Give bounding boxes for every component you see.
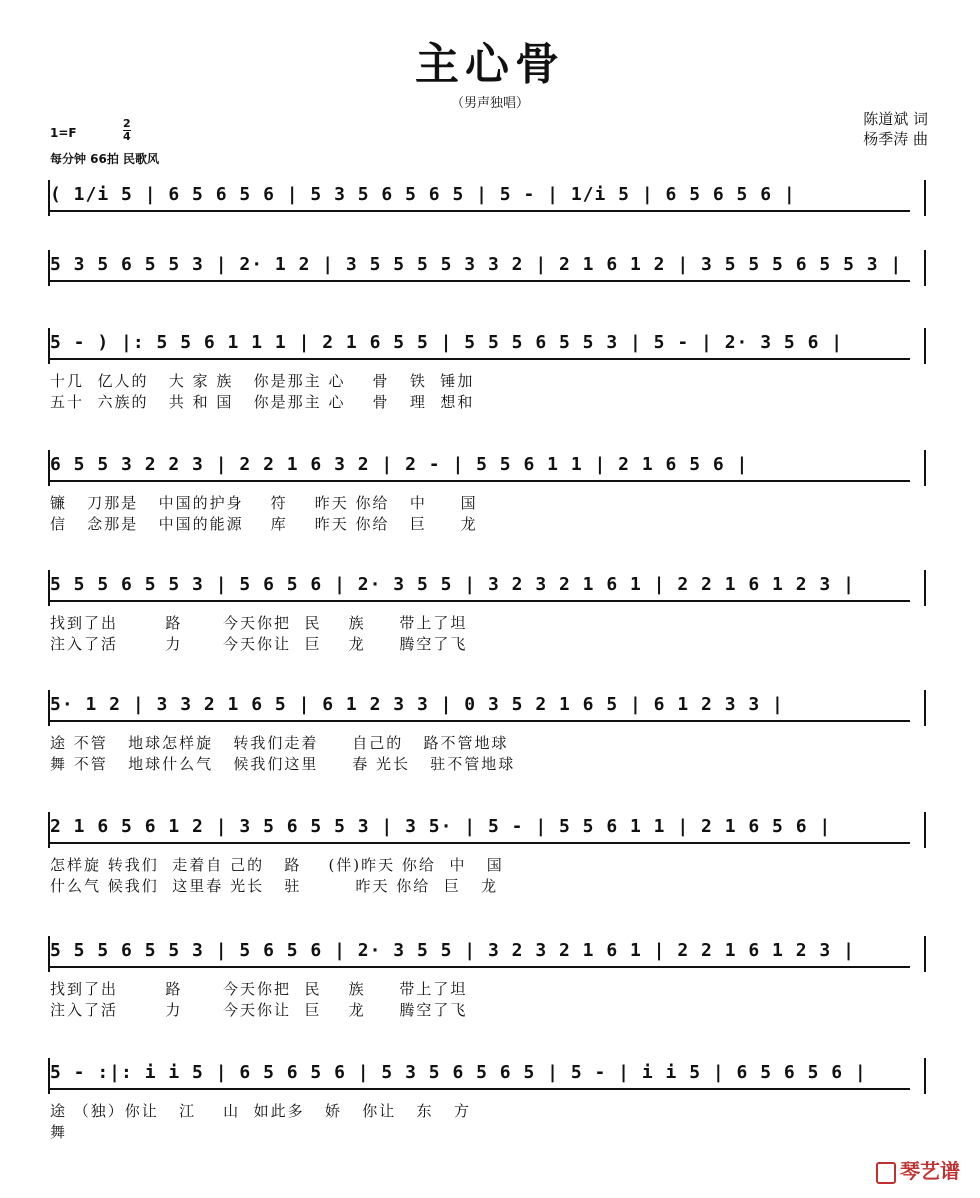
time-signature [123, 118, 131, 143]
beam-line [50, 842, 910, 844]
note-line: 5· 1 2 | 3 3 2 1 6 5 | 6 1 2 3 3 | 0 3 5 2 1 6 5 | 6 1 2 3 3 | [50, 694, 784, 715]
bar-line [48, 690, 50, 726]
watermark-text: 琴艺谱 [900, 1159, 960, 1183]
subtitle: （男声独唱） [450, 96, 529, 111]
watermark [876, 1155, 960, 1184]
note-line: 5 3 5 6 5 5 3 | 2· 1 2 | 3 5 5 5 5 3 3 2 | 2 1 6 1 2 | 3 5 5 5 6 5 5 3 | [50, 254, 903, 275]
lyric-verse-2: 信 念那是 中国的能源 库 昨天 你给 巨 龙 [50, 515, 478, 533]
bar-line [48, 1058, 50, 1094]
lyric-verse-1: 十几 亿人的 大 家 族 你是那主 心 骨 铁 锤加 [50, 372, 475, 390]
bar-line [924, 328, 926, 364]
note-line: ( 1/i 5 | 6 5 6 5 6 | 5 3 5 6 5 6 5 | 5 - | 1/i 5 | 6 5 6 5 6 | [50, 184, 796, 205]
bar-line [924, 1058, 926, 1094]
score-row [0, 690, 980, 773]
lyric-verse-2: 舞 [50, 1123, 68, 1141]
beam-line [50, 966, 910, 968]
bar-line [48, 450, 50, 486]
score-row [0, 450, 980, 533]
score-row [0, 1058, 980, 1141]
bar-line [48, 250, 50, 286]
note-line: 5 - :|: i i 5 | 6 5 6 5 6 | 5 3 5 6 5 6 5 | 5 - | i i 5 | 6 5 6 5 6 | [50, 1062, 867, 1083]
score-row [0, 180, 980, 240]
score-row [0, 328, 980, 411]
beam-line [50, 480, 910, 482]
bar-line [924, 570, 926, 606]
bar-line [48, 180, 50, 216]
note-line: 6 5 5 3 2 2 3 | 2 2 1 6 3 2 | 2 - | 5 5 6 1 1 | 2 1 6 5 6 | [50, 454, 749, 475]
lyric-verse-2: 注入了活 力 今天你让 巨 龙 腾空了飞 [50, 635, 468, 653]
lyric-verse-2: 注入了活 力 今天你让 巨 龙 腾空了飞 [50, 1001, 468, 1019]
score-row [0, 812, 980, 895]
bar-line [48, 328, 50, 364]
bar-line [48, 812, 50, 848]
score-row [0, 936, 980, 1019]
bar-line [48, 936, 50, 972]
lyric-verse-1: 找到了出 路 今天你把 民 族 带上了坦 [50, 614, 468, 632]
lyricist: 陈道斌 词 [863, 110, 928, 128]
bar-line [924, 690, 926, 726]
lyric-verse-2: 什么气 候我们 这里春 光长 驻 昨天 你给 巨 龙 [50, 877, 499, 895]
beam-line [50, 600, 910, 602]
beam-line [50, 280, 910, 282]
page-title: 主心骨 [415, 39, 565, 90]
bar-line [924, 180, 926, 216]
lyric-verse-1: 途 （独）你让 江 山 如此多 娇 你让 东 方 [50, 1102, 471, 1120]
time-signature-bottom: 4 [123, 130, 131, 143]
bar-line [924, 936, 926, 972]
score-row [0, 250, 980, 310]
lyric-verse-1: 怎样旋 转我们 走着自 己的 路 (伴)昨天 你给 中 国 [50, 856, 504, 874]
note-line: 5 5 5 6 5 5 3 | 5 6 5 6 | 2· 3 5 5 | 3 2 3 2 1 6 1 | 2 2 1 6 1 2 3 | [50, 940, 855, 961]
score-row [0, 570, 980, 653]
bar-line [48, 570, 50, 606]
note-line: 2 1 6 5 6 1 2 | 3 5 6 5 5 3 | 3 5· | 5 - | 5 5 6 1 1 | 2 1 6 5 6 | [50, 816, 832, 837]
logo-icon [876, 1162, 896, 1184]
note-line: 5 - ) |: 5 5 6 1 1 1 | 2 1 6 5 5 | 5 5 5 6 5 5 3 | 5 - | 2· 3 5 6 | [50, 332, 844, 353]
lyric-verse-1: 镰 刀那是 中国的护身 符 昨天 你给 中 国 [50, 494, 478, 512]
beam-line [50, 1088, 910, 1090]
lyric-verse-2: 五十 六族的 共 和 国 你是那主 心 骨 理 想和 [50, 393, 475, 411]
beam-line [50, 720, 910, 722]
bar-line [924, 450, 926, 486]
composer: 杨季涛 曲 [863, 130, 928, 148]
time-signature-top: 2 [123, 117, 131, 130]
bar-line [924, 250, 926, 286]
key-signature: 1=F [50, 126, 77, 140]
lyric-verse-1: 途 不管 地球怎样旋 转我们走着 自己的 路不管地球 [50, 734, 509, 752]
lyric-verse-2: 舞 不管 地球什么气 候我们这里 春 光长 驻不管地球 [50, 755, 516, 773]
note-line: 5 5 5 6 5 5 3 | 5 6 5 6 | 2· 3 5 5 | 3 2 3 2 1 6 1 | 2 2 1 6 1 2 3 | [50, 574, 855, 595]
lyric-verse-1: 找到了出 路 今天你把 民 族 带上了坦 [50, 980, 468, 998]
beam-line [50, 210, 910, 212]
bar-line [924, 812, 926, 848]
tempo-marking: 每分钟 66拍 民歌风 [50, 152, 160, 166]
beam-line [50, 358, 910, 360]
